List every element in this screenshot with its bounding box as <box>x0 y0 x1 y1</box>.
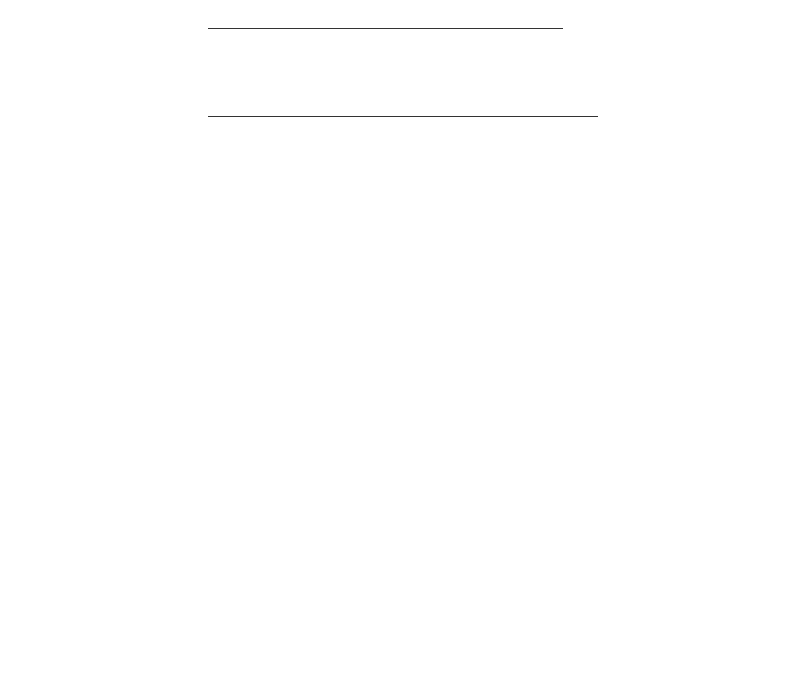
partie-rule <box>208 116 598 117</box>
header-rule <box>208 28 563 29</box>
running-header <box>208 0 603 34</box>
